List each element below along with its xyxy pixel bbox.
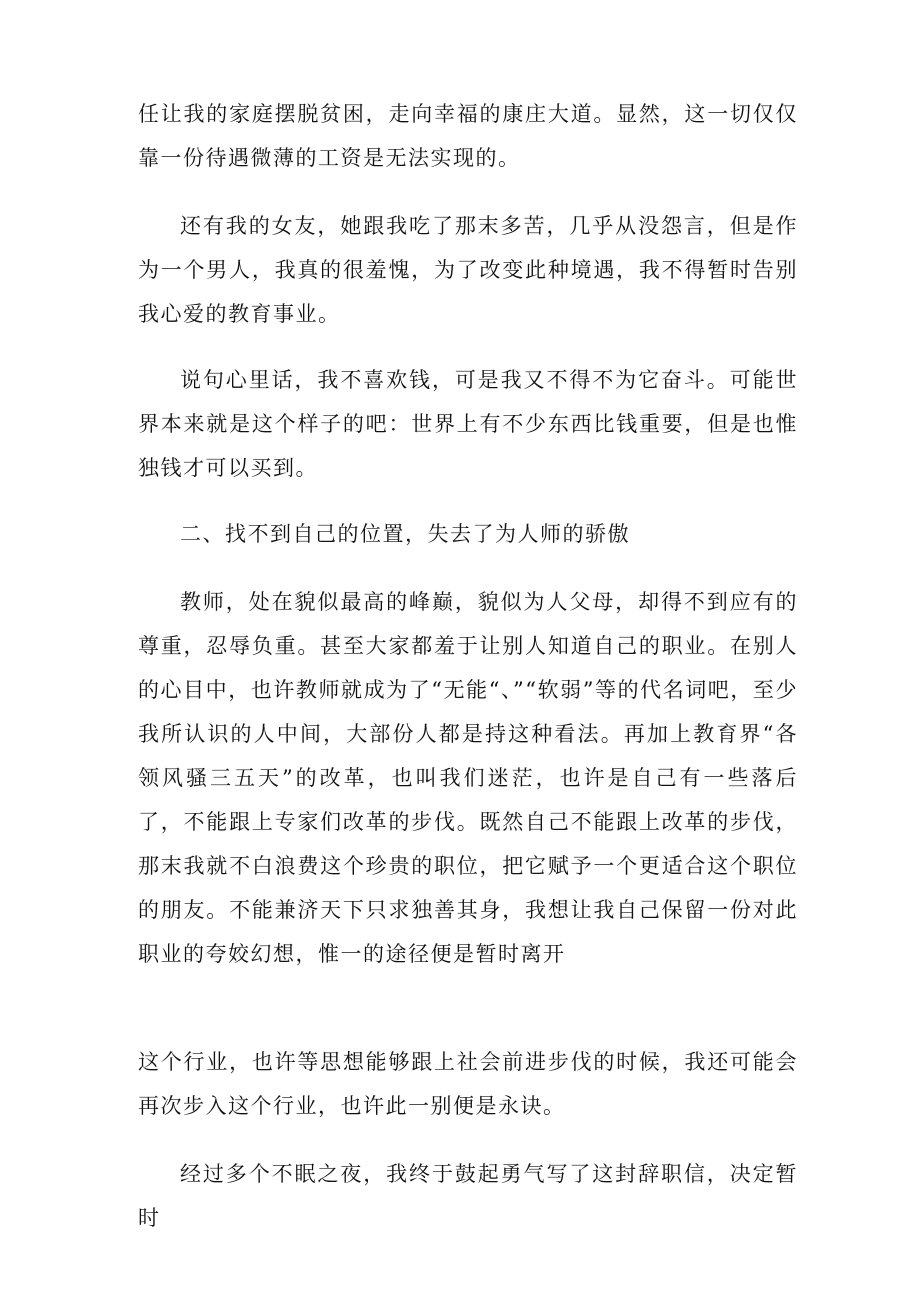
paragraph-2: 还有我的女友，她跟我吃了那末多苦，几乎从没怨言，但是作为一个男人，我真的很羞愧，为了改变此种境遇，我不得暂时告别我心爱的教育事业。 <box>138 214 798 326</box>
paragraph-4: 教师，处在貌似最高的峰巅，貌似为人父母，却得不到应有的尊重，忍辱负重。甚至大家都羞于让别人知道自己的职业。在别人的心目中，也许教师就成为了“无能“、”“软弱”等的代名词吧，至少我所认识的人中间，大部份人都是持这种看法。再加上教育界“各领风骚三五天”的改革，也叫我们迷茫，也许是自己有一些落后了，不能跟上专家们改革的步伐。既然自己不能跟上改革的步伐，那末我就不白浪费这个珍贵的职位，把它赋予一个更适合这个职位的朋友。不能兼济天下只求独善其身，我想让我自己保留一份对此职业的夸姣幻想，惟一的途径便是暂时离开 <box>138 590 798 966</box>
paragraph-5: 这个行业，也许等思想能够跟上社会前进步伐的时候，我还可能会再次步入这个行业，也许此一别便是永诀。 <box>138 1050 798 1118</box>
paragraph-1: 任让我的家庭摆脱贫困，走向幸福的康庄大道。显然，这一切仅仅靠一份待遇微薄的工资是无法实现的。 <box>138 102 798 170</box>
section-heading: 二、找不到自己的位置，失去了为人师的骄傲 <box>180 522 630 546</box>
paragraph-6: 经过多个不眠之夜，我终于鼓起勇气写了这封辞职信，决定暂时 <box>138 1162 798 1230</box>
paragraph-3: 说句心里话，我不喜欢钱，可是我又不得不为它奋斗。可能世界本来就是这个样子的吧：世界上有不少东西比钱重要，但是也惟独钱才可以买到。 <box>138 368 798 480</box>
